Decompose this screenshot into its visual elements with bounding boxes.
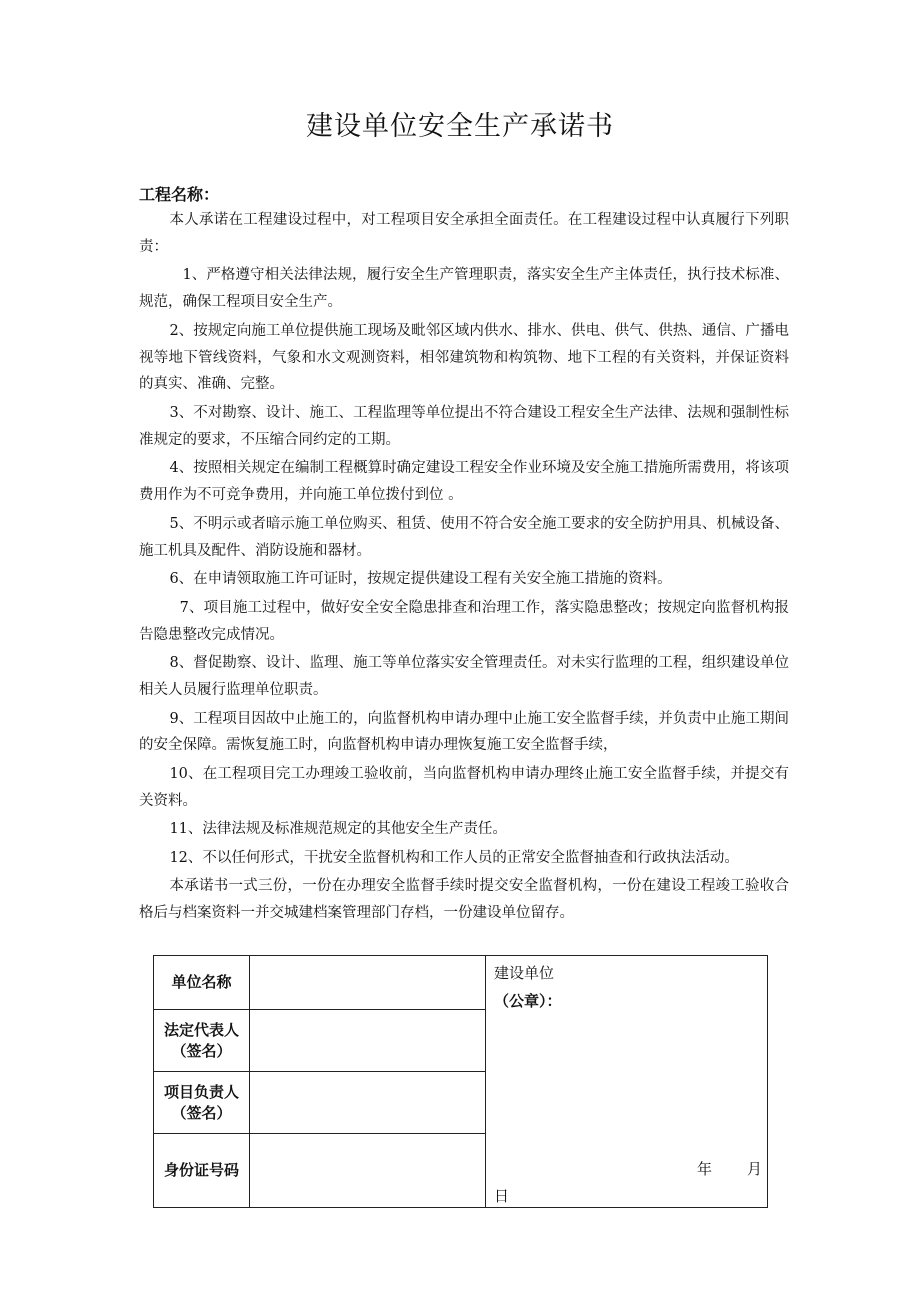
duty-item-10: 10、在工程项目完工办理竣工验收前，当向监督机构申请办理终止施工安全监督手续，并提交有关资料。 [139,765,789,809]
id-number-field[interactable] [250,1134,486,1208]
copies-paragraph: 本承诺书一式三份，一份在办理安全监督手续时提交安全监督机构，一份在建设工程竣工验收合格后与档案资料一并交城建档案管理部门存档，一份建设单位留存。 [139,878,789,922]
duty-item-5: 5、不明示或者暗示施工单位购买、租赁、使用不符合安全施工要求的安全防护用具、机械设备、施工机具及配件、消防设施和器材。 [139,515,789,559]
commitment-body [139,207,789,929]
duty-item-11: 11、法律法规及标准规范规定的其他安全生产责任。 [169,821,507,838]
project-lead-sign-hint: （签名） [171,1103,232,1122]
date-day-label: 日 [494,1187,510,1205]
project-lead-field[interactable] [250,1072,486,1134]
legal-rep-field[interactable] [250,1010,486,1072]
unit-name-label: 单位名称 [154,956,250,1010]
duty-item-3: 3、不对勘察、设计、施工、工程监理等单位提出不符合建设工程安全生产法律、法规和强制性标准规定的要求，不压缩合同约定的工期。 [139,404,789,448]
official-seal-label: （公章）： [494,992,562,1010]
document-title: 建设单位安全生产承诺书 [306,111,614,142]
duty-item-4: 4、按照相关规定在编制工程概算时确定建设工程安全作业环境及安全施工措施所需费用，将该项费用作为不可竞争费用，并向施工单位拨付到位 。 [139,460,789,504]
project-lead-title: 项目负责人 [163,1082,239,1101]
intro-paragraph: 本人承诺在工程建设过程中，对工程项目安全承担全面责任。在工程建设过程中认真履行下列职责： [139,212,789,255]
legal-rep-label [154,1010,250,1072]
id-number-label: 身份证号码 [154,1134,250,1208]
project-lead-label [154,1072,250,1134]
duty-item-12: 12、不以任何形式，干扰安全监督机构和工作人员的正常安全监督抽查和行政执法活动。 [169,849,739,866]
date-year-label: 年 [697,1160,713,1178]
signature-table [153,955,768,1208]
builder-unit-label: 建设单位 [494,964,555,982]
date-month-label: 月 [747,1160,763,1178]
legal-rep-title: 法定代表人 [163,1020,239,1039]
duty-item-9: 9、工程项目因故中止施工的，向监督机构申请办理中止施工安全监督手续，并负责中止施工期间的安全保障。需恢复施工时，向监督机构申请办理恢复施工安全监督手续， [139,710,789,754]
project-name-label: 工程名称： [139,185,220,204]
duty-item-2: 2、按规定向施工单位提供施工现场及毗邻区域内供水、排水、供电、供气、供热、通信、广播电视等地下管线资料，气象和水文观测资料，相邻建筑物和构筑物、地下工程的有关资料，并保证资料的真实、准确、完整。 [139,322,789,393]
table-row [154,956,768,1010]
duty-item-8: 8、督促勘察、设计、监理、施工等单位落实安全管理责任。对未实行监理的工程，组织建设单位相关人员履行监理单位职责。 [139,655,789,698]
unit-name-field[interactable] [250,956,486,1010]
duty-item-1: 1、严格遵守相关法律法规，履行安全生产管理职责，落实安全生产主体责任，执行技术标准、规范，确保工程项目安全生产。 [139,267,789,311]
seal-cell[interactable] [486,956,768,1208]
legal-rep-sign-hint: （签名） [171,1041,232,1060]
duty-item-7: 7、项目施工过程中，做好安全安全隐患排查和治理工作，落实隐患整改；按规定向监督机构报告隐患整改完成情况。 [139,599,789,643]
duty-item-6: 6、在申请领取施工许可证时，按规定提供建设工程有关安全施工措施的资料。 [169,571,672,588]
